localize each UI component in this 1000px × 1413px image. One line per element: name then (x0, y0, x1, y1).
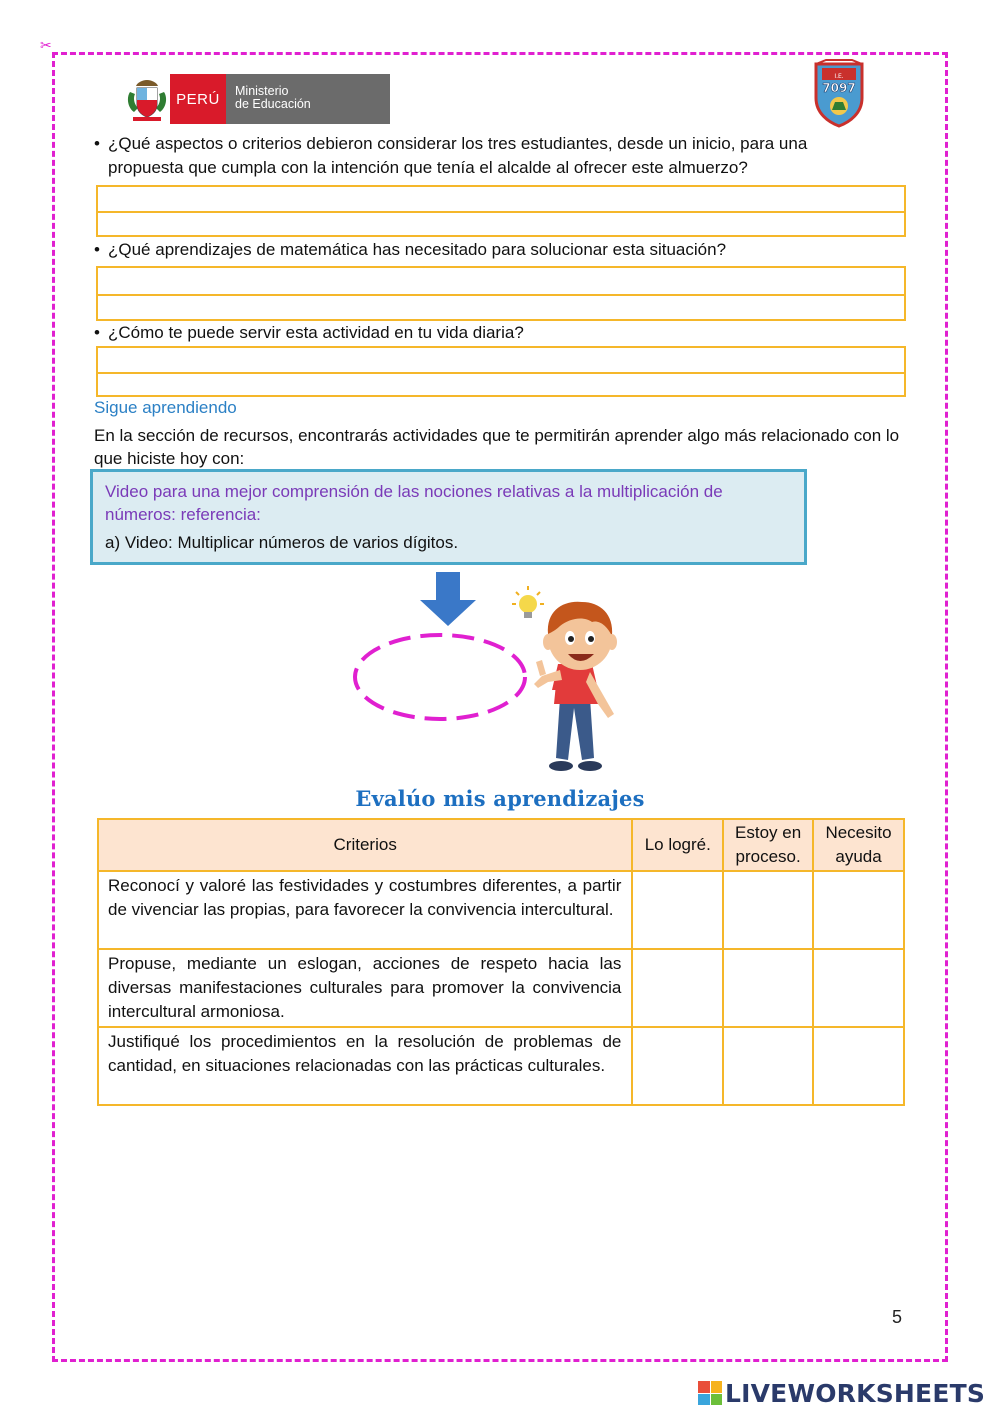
check-cell-en-proceso[interactable] (723, 871, 813, 949)
question-3-line-1: ¿Cómo te puede servir esta actividad en tu vida diaria? (108, 323, 524, 342)
answer-line-divider (98, 211, 904, 213)
liveworksheets-icon (698, 1381, 722, 1405)
check-cell-necesito-ayuda[interactable] (813, 1027, 904, 1105)
kid-illustration (498, 580, 632, 780)
svg-text:I.E.: I.E. (834, 73, 844, 80)
ministry-logo (124, 74, 390, 124)
check-cell-necesito-ayuda[interactable] (813, 871, 904, 949)
bullet: • (94, 240, 100, 259)
video-title: Video para una mejor comprensión de las nociones relativas a la multiplicación de números: referencia: (105, 482, 723, 524)
school-badge (810, 58, 868, 128)
video-link-item[interactable]: a) Video: Multiplicar números de varios dígitos. (105, 533, 459, 552)
badge-number: 7097 (822, 81, 856, 95)
criterion-text: Reconocí y valoré las festividades y costumbres diferentes, a partir de vivenciar las propias, para favorecer la convivencia intercultural. (98, 871, 632, 949)
page-number: 5 (892, 1307, 903, 1327)
criterion-text: Justifiqué los procedimientos en la resolución de problemas de cantidad, en situaciones relacionadas con las prácticas culturales. (98, 1027, 632, 1105)
check-cell-en-proceso[interactable] (723, 1027, 813, 1105)
peru-label: PERÚ (170, 74, 226, 124)
answer-line-divider (98, 294, 904, 296)
sigue-aprendiendo-heading: Sigue aprendiendo (94, 398, 237, 417)
peru-crest-icon (124, 74, 170, 124)
ministry-name (226, 74, 390, 124)
criterion-text: Propuse, mediante un eslogan, acciones de respeto hacia las diversas manifestaciones culturales para promover la convivencia intercultural armoniosa. (98, 949, 632, 1027)
answer-box-3[interactable] (96, 346, 906, 397)
answer-line-divider (98, 372, 904, 374)
question-1-line-2: propuesta que cumpla con la intención que tenía el alcalde al ofrecer este almuerzo? (108, 158, 748, 177)
question-2-line-1: ¿Qué aprendizajes de matemática has necesitado para solucionar esta situación? (108, 240, 727, 259)
question-2 (94, 238, 726, 262)
header-lo-logre: Lo logré. (632, 819, 723, 871)
check-cell-lo-logre[interactable] (632, 1027, 723, 1105)
header-necesito-ayuda: Necesito ayuda (813, 819, 904, 871)
check-cell-necesito-ayuda[interactable] (813, 949, 904, 1027)
header-criterios: Criterios (98, 819, 632, 871)
answer-box-1[interactable] (96, 185, 906, 237)
question-1-line-1: ¿Qué aspectos o criterios debieron considerar los tres estudiantes, desde un inicio, para una (108, 134, 808, 153)
bullet: • (94, 134, 100, 153)
bullet: • (94, 323, 100, 342)
check-cell-lo-logre[interactable] (632, 871, 723, 949)
question-1 (94, 132, 807, 180)
liveworksheets-brand: LIVEWORKSHEETS (725, 1378, 986, 1408)
sigue-intro-text: En la sección de recursos, encontrarás actividades que te permitirán aprender algo más relacionado con lo que hiciste hoy con: (94, 426, 900, 468)
evaluation-title: Evalúo mis aprendizajes (355, 786, 645, 811)
answer-box-2[interactable] (96, 266, 906, 321)
table-row (98, 1027, 904, 1105)
table-header-row (98, 819, 904, 871)
evaluation-table (97, 818, 905, 1106)
scissors-icon: ✂ (40, 38, 52, 54)
question-3 (94, 321, 524, 345)
check-cell-lo-logre[interactable] (632, 949, 723, 1027)
lightbulb-icon (512, 586, 544, 618)
ministry-line-2: de Educación (235, 97, 311, 111)
table-row (98, 949, 904, 1027)
liveworksheets-logo (698, 1378, 985, 1408)
arrow-down-icon (418, 572, 478, 628)
header-en-proceso: Estoy en proceso. (723, 819, 813, 871)
check-cell-en-proceso[interactable] (723, 949, 813, 1027)
table-row (98, 871, 904, 949)
video-reference-box (90, 469, 807, 565)
ministry-line-1: Ministerio (235, 84, 289, 98)
